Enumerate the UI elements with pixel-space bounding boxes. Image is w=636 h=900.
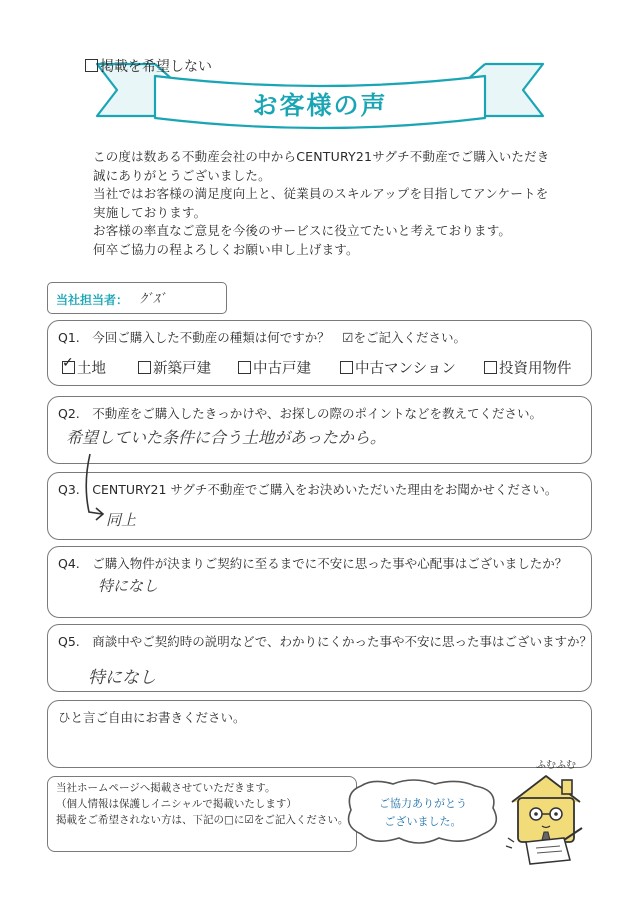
intro-line: この度は数ある不動産会社の中からCENTURY21サグチ不動産でご購入いただき: [93, 149, 550, 164]
publish-line: （個人情報は保護しイニシャルで掲載いたします）: [56, 798, 297, 810]
question-2-text: Q2. 不動産をご購入したきっかけや、お探しの際のポイントなどを教えてください。: [58, 406, 543, 421]
question-2-answer: 希望していた条件に合う土地があったから。: [66, 428, 386, 447]
question-4-answer: 特になし: [98, 577, 159, 595]
question-5-text: Q5. 商談中やご契約時の説明などで、わかりにくかった事や不安に思った事はございますか？: [58, 634, 593, 649]
free-comment-text: ひと言ご自由にお書きください。: [58, 710, 246, 725]
intro-line: 何卒ご協力の程よろしくお願い申し上げます。: [93, 241, 359, 257]
intro-line: 誠にありがとうございました。: [93, 167, 271, 183]
page-title: お客様の声: [252, 91, 388, 120]
option-new-house[interactable]: [138, 357, 211, 378]
question-4-text: Q4. ご購入物件が決まりご契約に至るまでに不安に思った事や心配事はございましたか？: [58, 556, 568, 571]
thanks-line: ございました。: [384, 815, 462, 828]
publish-line: 掲載をご希望されない方は、下記の□に☑をご記入ください。: [56, 814, 349, 826]
checkbox-icon[interactable]: [138, 361, 151, 374]
option-label: 中古戸建: [253, 361, 311, 377]
option-label: 新築戸建: [153, 361, 211, 377]
option-used-condo[interactable]: [340, 357, 456, 378]
mascot-icon: [502, 768, 594, 866]
free-comment-box: [47, 700, 592, 768]
question-1-box: [47, 320, 592, 386]
staff-label: 当社担当者：: [56, 293, 129, 307]
checkbox-icon[interactable]: [340, 361, 353, 374]
publish-consent-box: [47, 776, 357, 852]
checkbox-icon[interactable]: [484, 361, 497, 374]
option-land[interactable]: [62, 357, 106, 378]
mascot-caption: ふむふむ: [536, 760, 576, 771]
option-investment[interactable]: [484, 357, 572, 378]
thanks-line: ご協力ありがとう: [379, 797, 467, 810]
intro-text: [93, 148, 563, 260]
question-3-answer: 同上: [106, 511, 137, 529]
option-used-house[interactable]: [238, 357, 311, 378]
question-5-answer: 特になし: [88, 668, 156, 688]
question-4-box: [47, 546, 592, 618]
question-3-box: [47, 472, 592, 540]
intro-line: お客様の率直なご意見を今後のサービスに役立てたいと考えております。: [93, 223, 512, 239]
intro-line: 当社ではお客様の満足度向上と、従業員のスキルアップを目指してアンケートを: [93, 186, 549, 202]
staff-name: ｸﾞｽﾞ: [140, 292, 166, 307]
question-1-text: Q1. 今回ご購入した不動産の種類は何ですか？ ☑をご記入ください。: [58, 330, 466, 345]
no-publish-label: 掲載を希望しない: [100, 59, 212, 75]
checkbox-icon[interactable]: [85, 59, 98, 72]
ditto-arrow: [82, 452, 108, 528]
publish-line: 当社ホームページへ掲載させていただきます。: [56, 782, 276, 794]
question-5-box: [47, 624, 592, 692]
question-3-text: Q3. CENTURY21 サグチ不動産でご購入をお決めいただいた理由をお聞かせください。: [58, 482, 558, 497]
option-label: 中古マンション: [355, 361, 456, 377]
intro-line: 実施しております。: [93, 204, 207, 220]
option-label: 投資用物件: [499, 361, 572, 377]
no-publish-option[interactable]: [85, 56, 212, 76]
staff-box: [47, 282, 227, 314]
checkbox-checked-icon[interactable]: [62, 361, 75, 374]
thanks-text: [343, 795, 503, 831]
checkbox-icon[interactable]: [238, 361, 251, 374]
question-2-box: [47, 396, 592, 464]
option-label: 土地: [77, 361, 106, 377]
